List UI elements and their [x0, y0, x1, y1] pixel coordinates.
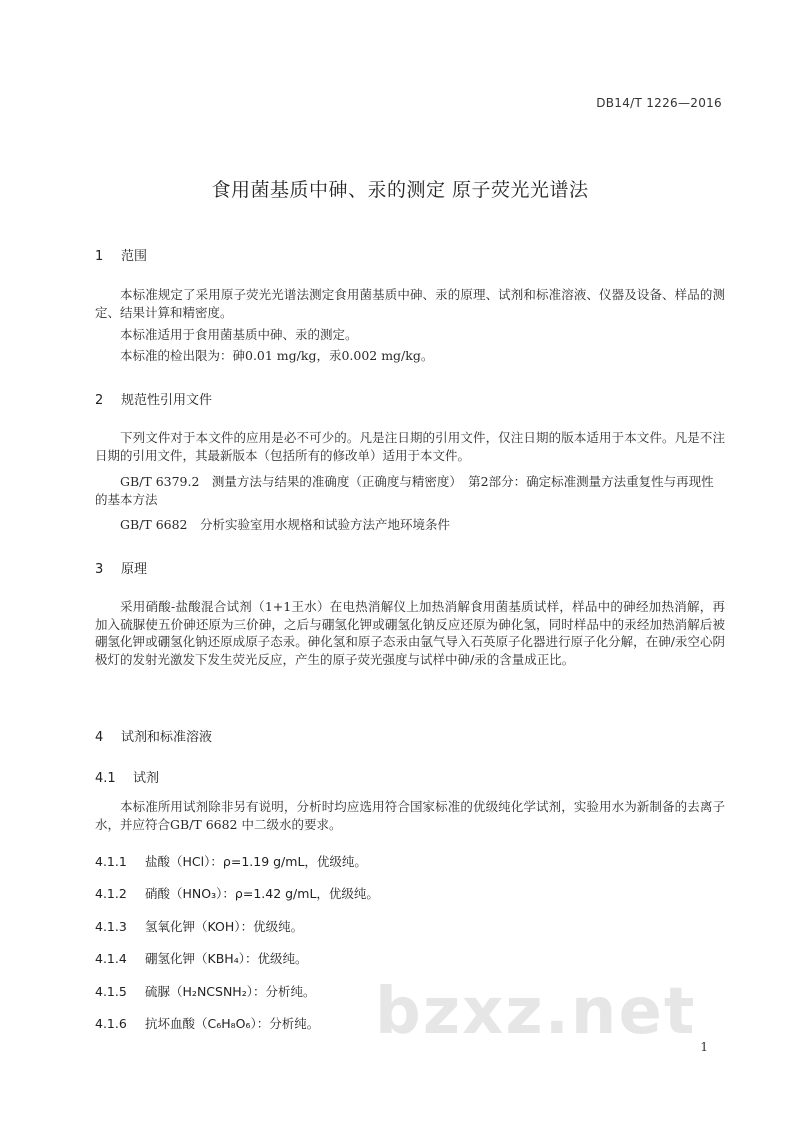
reagent-item: 4.1.3 氢氧化钾（KOH）：优级纯。 — [95, 919, 304, 934]
section-2-heading — [95, 389, 212, 408]
reagent-item: 4.1.6 抗坏血酸（C₆H₈O₆）：分析纯。 — [95, 1016, 320, 1031]
reagent-desc: ：ρ=1.19 g/mL，优级纯。 — [210, 854, 367, 869]
item-number: 4.1.2 — [95, 886, 127, 901]
section-number: 2 — [95, 393, 104, 408]
section-1-heading — [95, 245, 147, 264]
subsection-title: 试剂 — [133, 771, 160, 786]
reagent-desc: ：优级纯。 — [240, 919, 304, 934]
paragraph: 本标准的检出限为：砷0.01 mg/kg，汞0.002 mg/kg。 — [120, 348, 434, 363]
reagent-name: 硫脲 — [145, 984, 171, 999]
section-number: 3 — [95, 562, 104, 577]
standard-code: DB14/T 1226—2016 — [596, 96, 722, 110]
paragraph: 采用硝酸-盐酸混合试剂（1+1王水）在电热消解仪上加热消解食用菌基质试样，样品中的砷经加热消解，再加入硫脲使五价砷还原为三价砷，之后与硼氢化钾或硼氢化钠反应还原为砷化氢，同时样品中的汞经加热消解后被硼氢化钾或硼氢化钠还原成原子态汞。砷化氢和原子态汞由氩气导入石英原子化器进行原子化分解，在砷/汞空心阴极灯的发射光激发下发生荧光反应，产生的原子荧光强度与试样中砷/汞的含量成正比。 — [95, 599, 725, 667]
reagent-formula: HCl — [182, 854, 205, 869]
item-number: 4.1.5 — [95, 984, 127, 999]
reagent-formula: KOH — [207, 919, 235, 934]
paragraph: 本标准规定了采用原子荧光光谱法测定食用菌基质中砷、汞的原理、试剂和标准溶液、仪器及设备、样品的测定、结果计算和精密度。 — [95, 287, 725, 320]
reagent-item: 4.1.5 硫脲（H₂NCSNH₂）：分析纯。 — [95, 984, 316, 999]
paragraph: 本标准适用于食用菌基质中砷、汞的测定。 — [120, 327, 358, 342]
reagent-item: 4.1.4 硼氢化钾（KBH₄）：优级纯。 — [95, 951, 308, 966]
section-3-heading — [95, 558, 147, 577]
reference-item: GB/T 6682 分析实验室用水规格和试验方法产地环境条件 — [120, 517, 451, 532]
reagent-desc: ：分析纯。 — [256, 1016, 320, 1031]
reagent-desc: ：优级纯。 — [244, 951, 308, 966]
item-number: 4.1.3 — [95, 919, 127, 934]
document-title: 食用菌基质中砷、汞的测定 原子荧光光谱法 — [211, 179, 589, 201]
reagent-formula: HNO₃ — [182, 886, 217, 901]
reagent-desc: ：分析纯。 — [252, 984, 316, 999]
paragraph: 本标准所用试剂除非另有说明，分析时均应选用符合国家标准的优级纯化学试剂，实验用水为新制备的去离子水，并应符合GB/T 6682 中二级水的要求。 — [95, 799, 725, 832]
reagent-name: 盐酸 — [145, 854, 171, 869]
section-number: 4 — [95, 730, 104, 745]
reagent-item: 4.1.1 盐酸（HCl）：ρ=1.19 g/mL，优级纯。 — [95, 854, 367, 869]
reagent-desc: ：ρ=1.42 g/mL，优级纯。 — [222, 886, 379, 901]
item-number: 4.1.1 — [95, 854, 127, 869]
item-number: 4.1.6 — [95, 1016, 127, 1031]
watermark: bzxz.net — [375, 975, 697, 1049]
subsection-4-1-heading — [95, 767, 159, 786]
page-number: 1 — [700, 1040, 708, 1054]
section-number: 1 — [95, 249, 104, 264]
reagent-formula: KBH₄ — [207, 951, 239, 966]
reagent-name: 硼氢化钾 — [145, 951, 196, 966]
reagent-name: 抗坏血酸 — [145, 1016, 196, 1031]
section-title: 原理 — [121, 562, 148, 577]
section-title: 试剂和标准溶液 — [121, 730, 213, 745]
section-title: 范围 — [121, 249, 148, 264]
reference-item: GB/T 6379.2 测量方法与结果的准确度（正确度与精密度） 第2部分：确定标准测量方法重复性与再现性的基本方法 — [95, 474, 714, 507]
reagent-name: 硝酸 — [145, 886, 171, 901]
reagent-item: 4.1.2 硝酸（HNO₃）：ρ=1.42 g/mL，优级纯。 — [95, 886, 379, 901]
reagent-formula: H₂NCSNH₂ — [182, 984, 247, 999]
section-title: 规范性引用文件 — [121, 393, 213, 408]
section-4-heading — [95, 726, 212, 745]
reagent-formula: C₆H₈O₆ — [207, 1016, 251, 1031]
subsection-number: 4.1 — [95, 771, 116, 786]
item-number: 4.1.4 — [95, 951, 127, 966]
paragraph: 下列文件对于本文件的应用是必不可少的。凡是注日期的引用文件，仅注日期的版本适用于本文件。凡是不注日期的引用文件，其最新版本（包括所有的修改单）适用于本文件。 — [95, 430, 725, 463]
reagent-name: 氢氧化钾 — [145, 919, 196, 934]
